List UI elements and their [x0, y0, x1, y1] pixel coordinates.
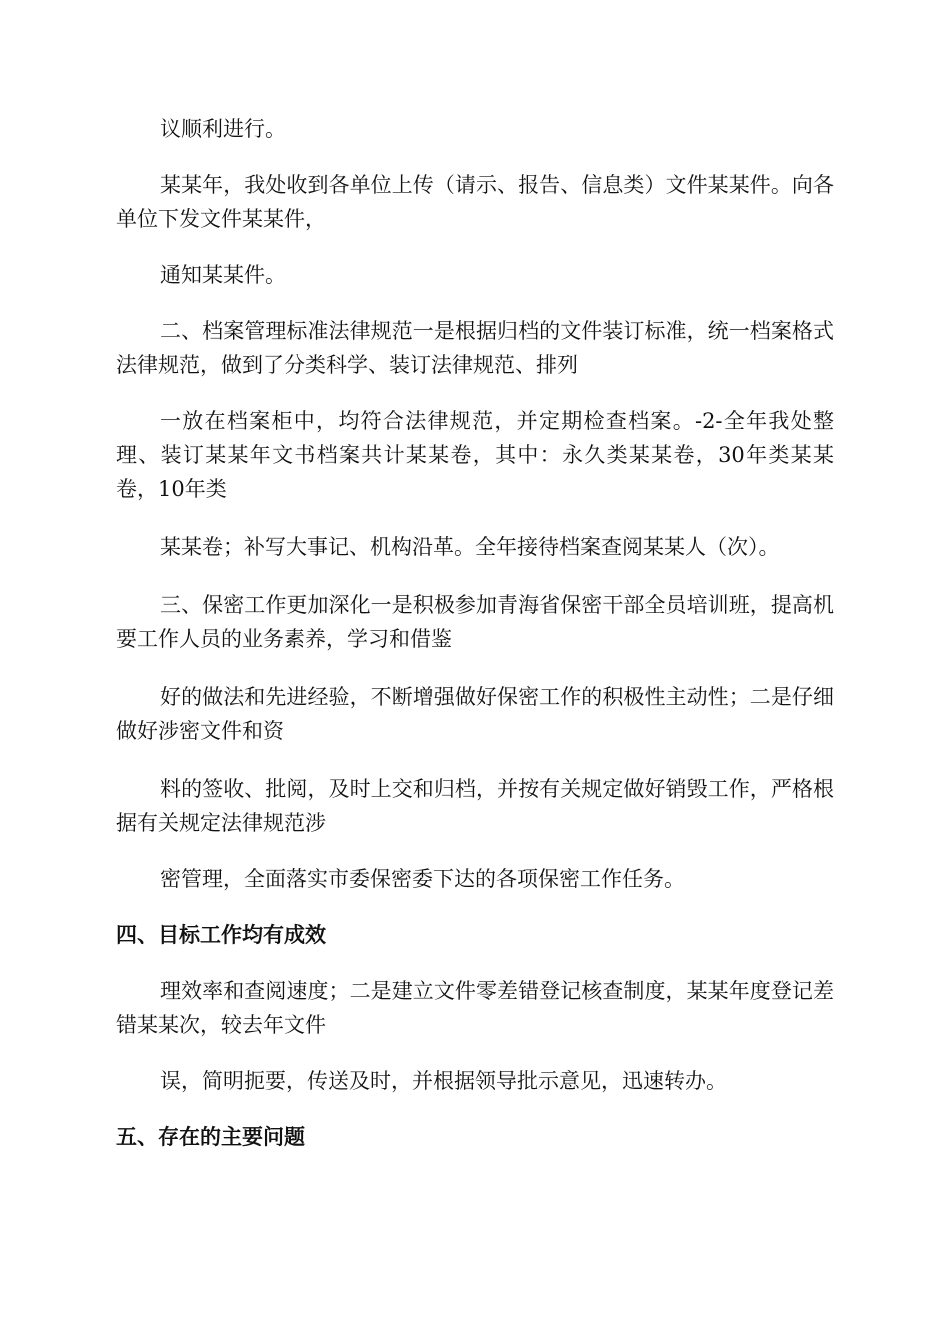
- section-heading-5: 五、存在的主要问题: [116, 1125, 305, 1149]
- paragraph-9: 料的签收、批阅，及时上交和归档，并按有关规定做好销毁工作，严格根据有关规定法律规范涉: [116, 777, 834, 835]
- paragraph-10: 密管理，全面落实市委保密委下达的各项保密工作任务。: [160, 867, 685, 891]
- paragraph-5: 一放在档案柜中，均符合法律规范，并定期检查档案。-2-全年我处整理、装订某某年文书档案共计某某卷，其中：永久类某某卷，30年类某某卷，10年类: [116, 409, 834, 501]
- paragraph-11: 理效率和查阅速度；二是建立文件零差错登记核查制度，某某年度登记差错某某次，较去年文件: [116, 979, 834, 1037]
- paragraph-8: 好的做法和先进经验，不断增强做好保密工作的积极性主动性；二是仔细做好涉密文件和资: [116, 685, 834, 743]
- paragraph-4: 二、档案管理标准法律规范一是根据归档的文件装订标准，统一档案格式法律规范，做到了分类科学、装订法律规范、排列: [116, 319, 834, 377]
- paragraph-7: 三、保密工作更加深化一是积极参加青海省保密干部全员培训班，提高机要工作人员的业务素养，学习和借鉴: [116, 593, 834, 651]
- paragraph-2: 某某年，我处收到各单位上传（请示、报告、信息类）文件某某件。向各单位下发文件某某件，: [116, 173, 834, 231]
- paragraph-12: 误，简明扼要，传送及时，并根据领导批示意见，迅速转办。: [160, 1069, 727, 1093]
- paragraph-3: 通知某某件。: [160, 263, 286, 287]
- section-heading-4: 四、目标工作均有成效: [116, 923, 326, 947]
- paragraph-1: 议顺利进行。: [160, 117, 286, 141]
- paragraph-6: 某某卷；补写大事记、机构沿革。全年接待档案查阅某某人（次）。: [160, 535, 780, 559]
